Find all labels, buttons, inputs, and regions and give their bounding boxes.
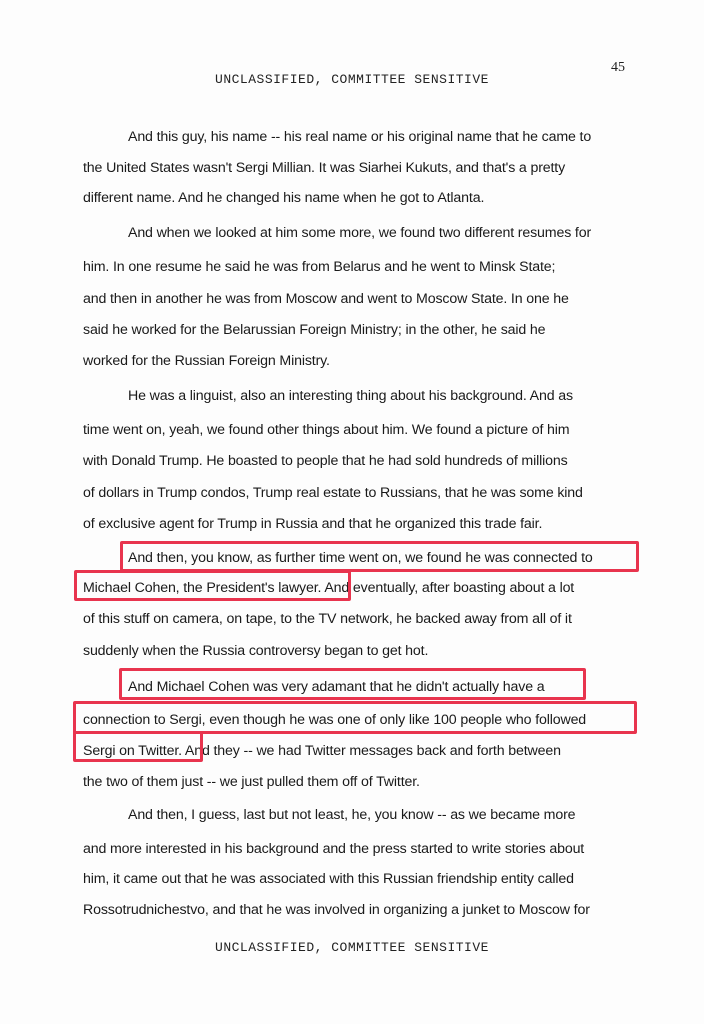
text-line: time went on, yeah, we found other things about him. We found a picture of him <box>83 422 570 438</box>
text-line: connection to Sergi, even though he was one of only like 100 people who followed <box>83 712 587 728</box>
highlight-box <box>74 570 351 601</box>
highlight-box <box>119 668 586 700</box>
text-line: suddenly when the Russia controversy began to get hot. <box>83 643 429 659</box>
text-line: the United States wasn't Sergi Millian. It was Siarhei Kukuts, and that's a pretty <box>83 160 566 176</box>
text-line: and more interested in his background and the press started to write stories about <box>83 841 585 857</box>
text-line: Rossotrudnichestvo, and that he was involved in organizing a junket to Moscow for <box>83 902 590 918</box>
classification-banner-bottom: UNCLASSIFIED, COMMITTEE SENSITIVE <box>215 940 489 955</box>
text-line: worked for the Russian Foreign Ministry. <box>83 353 330 369</box>
text-line: of this stuff on camera, on tape, to the TV network, he backed away from all of it <box>83 611 572 627</box>
text-line: He was a linguist, also an interesting thing about his background. And as <box>128 388 573 404</box>
text-line: the two of them just -- we just pulled them off of Twitter. <box>83 774 420 790</box>
highlight-box <box>120 541 639 572</box>
page-number: 45 <box>611 60 625 75</box>
text-line: And Michael Cohen was very adamant that he didn't actually have a <box>128 679 545 695</box>
text-line: said he worked for the Belarussian Foreign Ministry; in the other, he said he <box>83 322 546 338</box>
text-line: And then, I guess, last but not least, he, you know -- as we became more <box>128 807 576 823</box>
text-line: with Donald Trump. He boasted to people that he had sold hundreds of millions <box>83 453 568 469</box>
text-line: And when we looked at him some more, we found two different resumes for <box>128 225 592 241</box>
text-line: of dollars in Trump condos, Trump real estate to Russians, that he was some kind <box>83 485 583 501</box>
text-line: Michael Cohen, the President's lawyer. And eventually, after boasting about a lot <box>83 580 575 596</box>
highlight-box <box>73 701 637 734</box>
text-line: him. In one resume he said he was from Belarus and he went to Minsk State; <box>83 259 556 275</box>
text-line: And this guy, his name -- his real name or his original name that he came to <box>128 129 592 145</box>
text-line: and then in another he was from Moscow and went to Moscow State. In one he <box>83 291 569 307</box>
classification-banner-top: UNCLASSIFIED, COMMITTEE SENSITIVE <box>215 72 489 87</box>
text-line: different name. And he changed his name when he got to Atlanta. <box>83 190 485 206</box>
text-line: And then, you know, as further time went on, we found he was connected to <box>128 550 593 566</box>
text-line: of exclusive agent for Trump in Russia and that he organized this trade fair. <box>83 516 543 532</box>
highlight-box <box>73 731 203 762</box>
text-line: him, it came out that he was associated with this Russian friendship entity called <box>83 871 574 887</box>
text-line: Sergi on Twitter. And they -- we had Twitter messages back and forth between <box>83 743 561 759</box>
